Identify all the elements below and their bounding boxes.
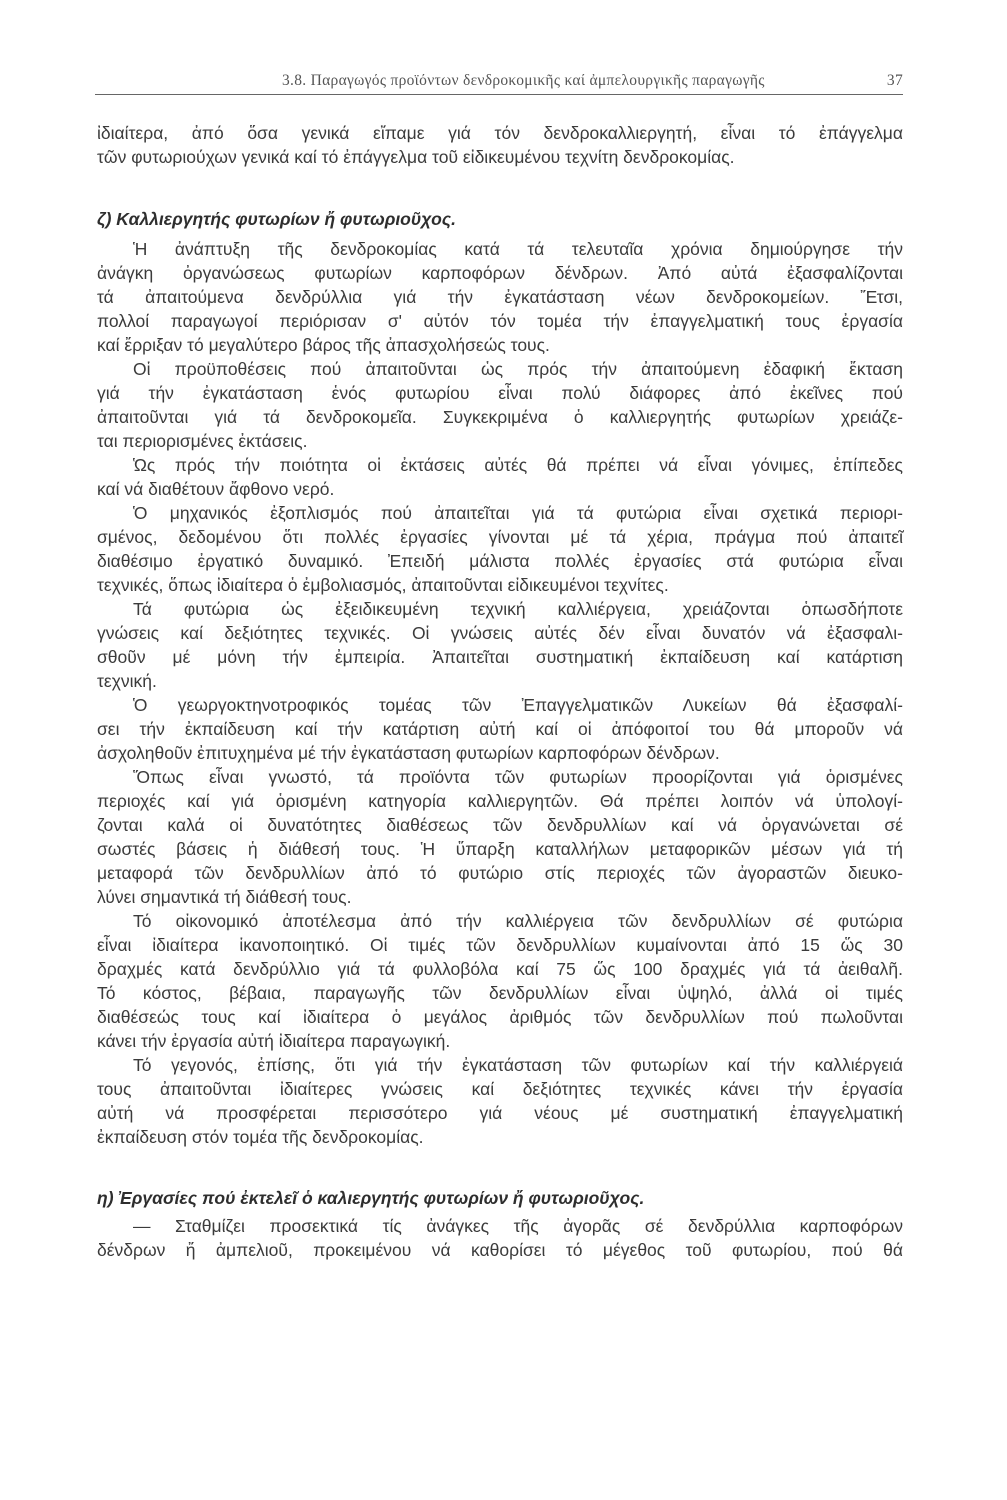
text-line: δένδρων ἤ ἀμπελιοῦ, προκειμένου νά καθορίσει τό μέγεθος τοῦ φυτωρίου, πού θά [97, 1240, 903, 1260]
text-line: διαθέσιμο ἐργατικό δυναμικό. Ἐπειδή μάλιστα πολλές ἐργασίες στά φυτώρια εἶναι [97, 551, 903, 571]
paragraph [97, 765, 903, 909]
text-line: τεχνική. [97, 671, 157, 691]
text-line: ται περιορισμένες ἐκτάσεις. [97, 431, 308, 451]
text-line: ἐκπαίδευση στόν τομέα τῆς δενδροκομίας. [97, 1127, 424, 1147]
section-heading: ζ) Καλλιεργητής φυτωρίων ἤ φυτωριοῦχος. [97, 209, 456, 229]
text-line: περιοχές καί γιά ὁρισμένη κατηγορία καλλιεργητῶν. Θά πρέπει λοιπόν νά ὑπολογί- [97, 791, 903, 811]
text-line: ἰδιαίτερα, ἀπό ὅσα γενικά εἴπαμε γιά τόν δενδροκαλλιεργητή, εἶναι τό ἐπάγγελμα [97, 123, 903, 143]
text-line: ἀπαιτοῦνται γιά τά δενδροκομεῖα. Συγκεκριμένα ὁ καλλιεργητής φυτωρίων χρειάζε- [97, 407, 903, 427]
text-line: γνώσεις καί δεξιότητες τεχνικές. Οἱ γνώσεις αὐτές δέν εἶναι δυνατόν νά ἐξασφαλι- [97, 623, 903, 643]
text-line: γιά τήν ἐγκατάσταση ἑνός φυτωρίου εἶναι πολύ διάφορες ἀπό ἐκεῖνες πού [97, 383, 903, 403]
header-rule [95, 94, 903, 95]
text-line: σθοῦν μέ μόνη τήν ἐμπειρία. Ἀπαιτεῖται συστηματική ἐκπαίδευση καί κατάρτιση [97, 647, 903, 667]
text-line: Τό κόστος, βέβαια, παραγωγῆς τῶν δενδρυλλίων εἶναι ὑψηλό, ἀλλά οἱ τιμές [97, 983, 903, 1003]
text-line: λύνει σημαντικά τή διάθεσή τους. [97, 887, 352, 907]
text-line: μεταφορά τῶν δενδρυλλίων ἀπό τό φυτώριο στίς περιοχές τῶν ἀγοραστῶν διευκο- [97, 863, 903, 883]
text-line: κάνει τήν ἐργασία αὐτή ἰδιαίτερα παραγωγική. [97, 1031, 451, 1051]
text-line: εἶναι ἰδιαίτερα ἱκανοποιητικό. Οἱ τιμές τῶν δενδρυλλίων κυμαίνονται ἀπό 15 ὥς 30 [97, 935, 903, 955]
text-line: Ἡ ἀνάπτυξη τῆς δενδροκομίας κατά τά τελευταῖα χρόνια δημιούργησε τήν [133, 239, 903, 259]
page-body [97, 121, 903, 1262]
running-head-title: 3.8. Παραγωγός προϊόντων δενδροκομικῆς καί ἀμπελουργικῆς παραγωγῆς [282, 72, 765, 89]
text-line: καί νά διαθέτουν ἄφθονο νερό. [97, 479, 335, 499]
text-line: ζονται καλά οἱ δυνατότητες διαθέσεως τῶν δενδρυλλίων καί νά ὀργανώνεται σέ [97, 815, 903, 835]
paragraph [97, 357, 903, 453]
text-line: Οἱ προϋποθέσεις πού ἀπαιτοῦνται ὡς πρός τήν ἀπαιτούμενη ἐδαφική ἔκταση [133, 359, 903, 379]
text-line: ἀσχοληθοῦν ἐπιτυχημένα μέ τήν ἐγκατάσταση φυτωρίων καρποφόρων δένδρων. [97, 743, 720, 763]
text-line: Ὁ μηχανικός ἐξοπλισμός πού ἀπαιτεῖται γιά τά φυτώρια εἶναι σχετικά περιορι- [133, 503, 903, 523]
paragraph [97, 693, 903, 765]
text-line: ἀνάγκη ὀργανώσεως φυτωρίων καρποφόρων δένδρων. Ἀπό αὐτά ἐξασφαλίζονται [97, 263, 903, 283]
text-line: σωστές βάσεις ἡ διάθεσή τους. Ἡ ὕπαρξη καταλλήλων μεταφορικῶν μέσων γιά τή [97, 839, 903, 859]
paragraph [97, 1214, 903, 1262]
text-line: Ὁ γεωργοκτηνοτροφικός τομέας τῶν Ἐπαγγελματικῶν Λυκείων θά ἐξασφαλί- [133, 695, 903, 715]
page-number: 37 [886, 72, 903, 89]
text-line: δραχμές κατά δενδρύλλιο γιά τά φυλλοβόλα καί 75 ὥς 100 δραχμές γιά τά ἀειθαλῆ. [97, 959, 903, 979]
text-line: Τά φυτώρια ὡς ἐξειδικευμένη τεχνική καλλιέργεια, χρειάζονται ὁπωσδήποτε [133, 599, 903, 619]
text-line: πολλοί παραγωγοί περιόρισαν σ' αὐτόν τόν τομέα τήν ἐπαγγελματική τους ἐργασία [97, 311, 903, 331]
text-line: Ὅπως εἶναι γνωστό, τά προϊόντα τῶν φυτωρίων προορίζονται γιά ὁρισμένες [133, 767, 903, 787]
text-line: σει τήν ἐκπαίδευση καί τήν κατάρτιση αὐτή καί οἱ ἀπόφοιτοί του θά μποροῦν νά [97, 719, 903, 739]
text-line: διαθέσεώς τους καί ἰδιαίτερα ὁ μεγάλος ἀριθμός τῶν δενδρυλλίων πού πωλοῦνται [97, 1007, 903, 1027]
text-line: Τό γεγονός, ἐπίσης, ὅτι γιά τήν ἐγκατάσταση τῶν φυτωρίων καί τήν καλλιέργειά [133, 1055, 903, 1075]
text-line: τους ἀπαιτοῦνται ἰδιαίτερες γνώσεις καί δεξιότητες τεχνικές κάνει τήν ἐργασία [97, 1079, 903, 1099]
paragraph [97, 597, 903, 693]
text-line: Ὡς πρός τήν ποιότητα οἱ ἐκτάσεις αὐτές θά πρέπει νά εἶναι γόνιμες, ἐπίπεδες [133, 455, 903, 475]
text-line: αὐτή νά προσφέρεται περισσότερο γιά νέους μέ συστηματική ἐπαγγελματική [97, 1103, 903, 1123]
text-line: σμένος, δεδομένου ὅτι πολλές ἐργασίες γίνονται μέ τά χέρια, πράγμα πού ἀπαιτεῖ [97, 527, 903, 547]
paragraph [97, 453, 903, 501]
text-line: τῶν φυτωριούχων γενικά καί τό ἐπάγγελμα τοῦ εἰδικευμένου τεχνίτη δενδροκομίας. [97, 147, 735, 167]
paragraph [97, 501, 903, 597]
text-line: — Σταθμίζει προσεκτικά τίς ἀνάγκες τῆς ἀγορᾶς σέ δενδρύλλια καρποφόρων [133, 1216, 903, 1236]
paragraph [97, 121, 903, 169]
paragraph [97, 1053, 903, 1149]
section-heading: η) Ἐργασίες πού ἐκτελεῖ ὁ καλιεργητής φυτωρίων ἤ φυτωριοῦχος. [97, 1188, 645, 1208]
paragraph [97, 909, 903, 1053]
running-head [97, 72, 903, 92]
paragraph [97, 237, 903, 357]
text-line: καί ἔρριξαν τό μεγαλύτερο βάρος τῆς ἀπασχολήσεώς τους. [97, 335, 550, 355]
text-line: τεχνικές, ὅπως ἰδιαίτερα ὁ ἐμβολιασμός, ἀπαιτοῦνται εἰδικευμένοι τεχνίτες. [97, 575, 669, 595]
text-line: Τό οἰκονομικό ἀποτέλεσμα ἀπό τήν καλλιέργεια τῶν δενδρυλλίων σέ φυτώρια [133, 911, 903, 931]
text-line: τά ἀπαιτούμενα δενδρύλλια γιά τήν ἐγκατάσταση νέων δενδροκομείων. Ἔτσι, [97, 287, 903, 307]
